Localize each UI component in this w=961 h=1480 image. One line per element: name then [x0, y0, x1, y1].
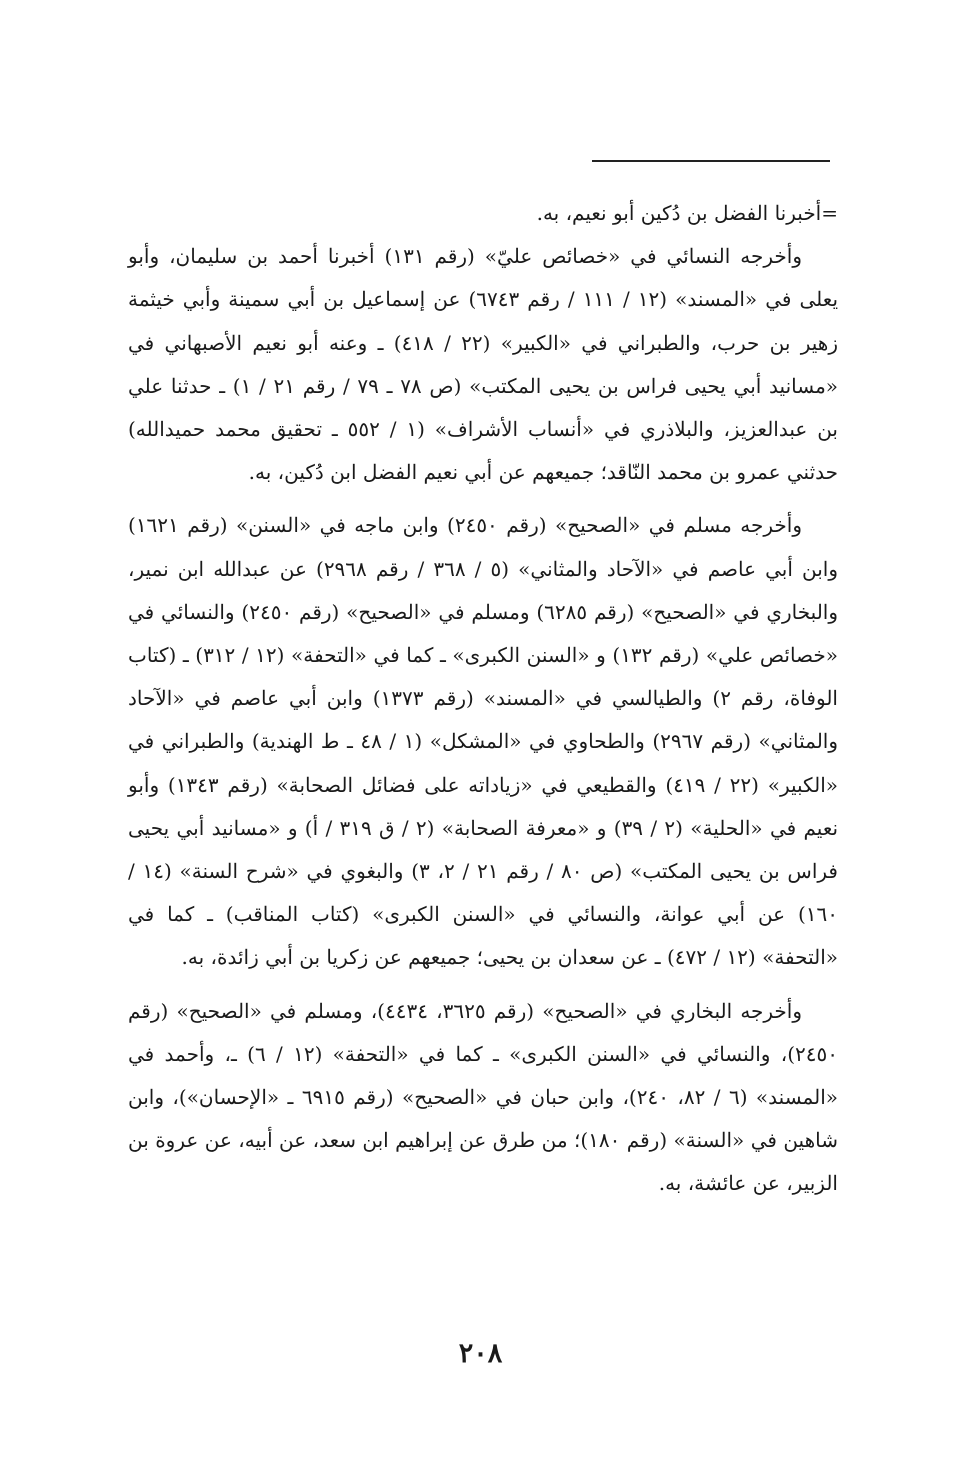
paragraph-nasai-khasais: وأخرجه النسائي في «خصائص عليّ» (رقم ١٣١) أخبرنا أحمد بن سليمان، وأبو يعلى في «المسند» (١٢ / ١١١ / رقم ٦٧٤٣) عن إسماعيل بن أبي سمينة وأبي خيثمة زهير بن حرب، والطبراني في «الكبير» (٢٢ / ٤١٨) ـ وعنه أبو نعيم الأصبهاني في «مسانيد أبي يحيى فراس بن يحيى المكتب» (ص ٧٨ ـ ٧٩ / رقم ٢١ / ١) ـ حدثنا علي بن عبدالعزيز، والبلاذري في «أنساب الأشراف» (١ / ٥٥٢ ـ تحقيق محمد حميدالله) حدثني عمرو بن محمد النّاقد؛ جميعهم عن أبي نعيم الفضل ابن دُكين، به.	[128, 244, 839, 485]
paragraph-bukhari-sahih: وأخرجه البخاري في «الصحيح» (رقم ٣٦٢٥، ٤٤٣٤)، ومسلم في «الصحيح» (رقم ٢٤٥٠)، والنسائي في «السنن الكبرى» ـ كما في «التحفة» (١٢ / ٦) ـ، وأحمد في «المسند» (٦ / ٨٢، ٢٤٠)، وابن حبان في «الصحيح» (رقم ٦٩١٥ ـ «الإحسان»)، وابن شاهين في «السنة» (رقم ١٨٠)؛ من طرق عن إبراهيم ابن سعد، عن أبيه، عن عروة بن الزبير، عن عائشة، به.	[128, 998, 839, 1196]
paragraph-muslim-sahih: وأخرجه مسلم في «الصحيح» (رقم ٢٤٥٠) وابن ماجه في «السنن» (رقم ١٦٢١) وابن أبي عاصم في «الآحاد والمثاني» (٥ / ٣٦٨ / رقم ٢٩٦٨) عن عبدالله ابن نمير، والبخاري في «الصحيح» (رقم ٦٢٨٥) ومسلم في «الصحيح» (رقم ٢٤٥٠) والنسائي في «خصائص علي» (رقم ١٣٢) و «السنن الكبرى» ـ كما في «التحفة» (١٢ / ٣١٢) ـ (كتاب الوفاة، رقم ٢) والطيالسي في «المسند» (رقم ١٣٧٣) وابن أبي عاصم في «الآحاد والمثاني» (رقم ٢٩٦٧) والطحاوي في «المشكل» (١ / ٤٨ ـ ط الهندية) والطبراني في «الكبير» (٢٢ / ٤١٩) والقطيعي في «زياداته على فضائل الصحابة» (رقم ١٣٤٣) وأبو نعيم في «الحلية» (٢ / ٣٩) و «معرفة الصحابة» (٢ / ق ٣١٩ / أ) و «مسانيد أبي يحيى فراس بن يحيى المكتب» (ص ٨٠ / رقم ٢١ / ٢، ٣) والبغوي في «شرح السنة» (١٤ / ١٦٠) عن أبي عوانة، والنسائي في «السنن الكبرى» (كتاب المناقب) ـ كما في «التحفة» (١٢ / ٤٧٢) ـ عن سعدان بن يحيى؛ جميعهم عن زكريا بن أبي زائدة، به.	[128, 513, 839, 970]
paragraph-continuation: =أخبرنا الفضل بن دُكين أبو نعيم، به.	[536, 201, 838, 225]
footnote-separator-rule	[592, 160, 830, 162]
page-number: ٢٠٨	[458, 1338, 503, 1369]
footnote-text-block	[128, 192, 838, 1206]
